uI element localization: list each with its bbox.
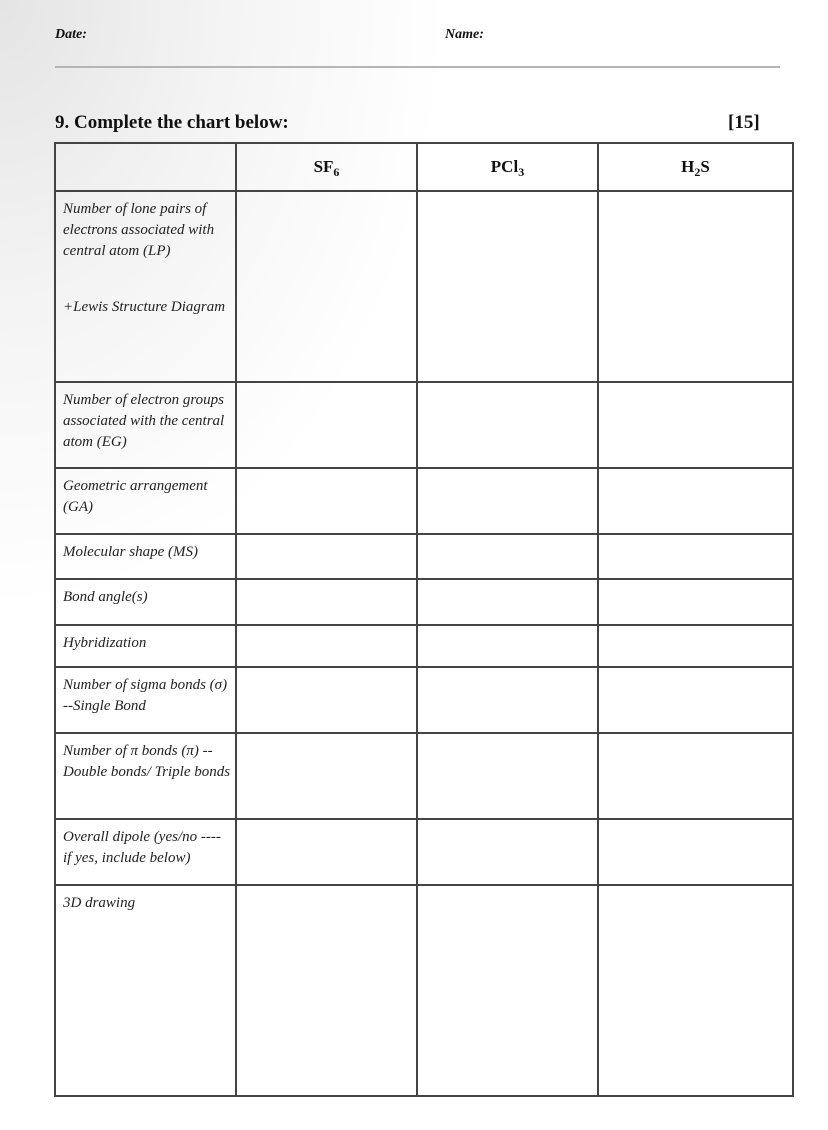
answer-cell[interactable] (417, 885, 598, 1096)
answer-cell[interactable] (417, 534, 598, 579)
answer-cell[interactable] (598, 667, 793, 733)
answer-cell[interactable] (417, 382, 598, 468)
question-title: 9. Complete the chart below: (55, 112, 289, 133)
answer-cell[interactable] (598, 382, 793, 468)
answer-cell[interactable] (598, 625, 793, 667)
name-label: Name: (445, 27, 484, 42)
answer-cell[interactable] (417, 625, 598, 667)
answer-cell[interactable] (236, 885, 417, 1096)
answer-cell[interactable] (598, 733, 793, 819)
answer-cell[interactable] (417, 819, 598, 885)
answer-cell[interactable] (598, 819, 793, 885)
row-label-hybridization: Hybridization (55, 625, 236, 667)
answer-cell[interactable] (236, 733, 417, 819)
answer-cell[interactable] (598, 534, 793, 579)
row-note-lewis: +Lewis Structure Diagram (63, 299, 226, 315)
answer-cell[interactable] (598, 885, 793, 1096)
date-label: Date: (55, 27, 87, 42)
row-label-bond-angles: Bond angle(s) (55, 579, 236, 625)
row-label-sigma-bonds: Number of sigma bonds (σ) --Single Bond (55, 667, 236, 733)
answer-cell[interactable] (417, 733, 598, 819)
column-header-sf6: $SF_6$ (236, 143, 417, 191)
answer-cell[interactable] (236, 579, 417, 625)
answer-cell[interactable] (598, 468, 793, 534)
answer-cell[interactable] (236, 534, 417, 579)
table-row (55, 885, 793, 1096)
header-row (55, 143, 793, 191)
answer-cell[interactable] (417, 191, 598, 382)
row-label-pi-bonds: Number of π bonds (π) -- Double bonds/ Triple bonds (55, 733, 236, 819)
answer-cell[interactable] (417, 667, 598, 733)
table-row (55, 819, 793, 885)
table-row (55, 733, 793, 819)
table-row (55, 579, 793, 625)
question-marks: [15] (728, 112, 760, 133)
table-row (55, 534, 793, 579)
answer-cell[interactable] (236, 382, 417, 468)
answer-cell[interactable] (417, 579, 598, 625)
corner-cell (55, 143, 236, 191)
column-header-h2s: $H_2S$ (598, 143, 793, 191)
row-label-lone-pairs: Number of lone pairs of electrons associated with central atom (LP) +Lewis Structure Diagram (55, 191, 236, 382)
table-row (55, 191, 793, 382)
row-label-electron-groups: Number of electron groups associated with the central atom (EG) (55, 382, 236, 468)
row-label-overall-dipole: Overall dipole (yes/no ---- if yes, include below) (55, 819, 236, 885)
answer-cell[interactable] (598, 191, 793, 382)
chart-table (54, 142, 794, 1097)
answer-cell[interactable] (236, 625, 417, 667)
header-divider (55, 66, 780, 68)
answer-cell[interactable] (417, 468, 598, 534)
table-row (55, 468, 793, 534)
answer-cell[interactable] (236, 191, 417, 382)
table-row (55, 667, 793, 733)
row-label-3d-drawing: 3D drawing (55, 885, 236, 1096)
answer-cell[interactable] (236, 667, 417, 733)
row-label-molecular-shape: Molecular shape (MS) (55, 534, 236, 579)
answer-cell[interactable] (236, 468, 417, 534)
table-row (55, 382, 793, 468)
answer-cell[interactable] (598, 579, 793, 625)
column-header-pcl3: PCl$_3$ (417, 143, 598, 191)
table-row (55, 625, 793, 667)
row-label-geometric-arrangement: Geometric arrangement (GA) (55, 468, 236, 534)
answer-cell[interactable] (236, 819, 417, 885)
